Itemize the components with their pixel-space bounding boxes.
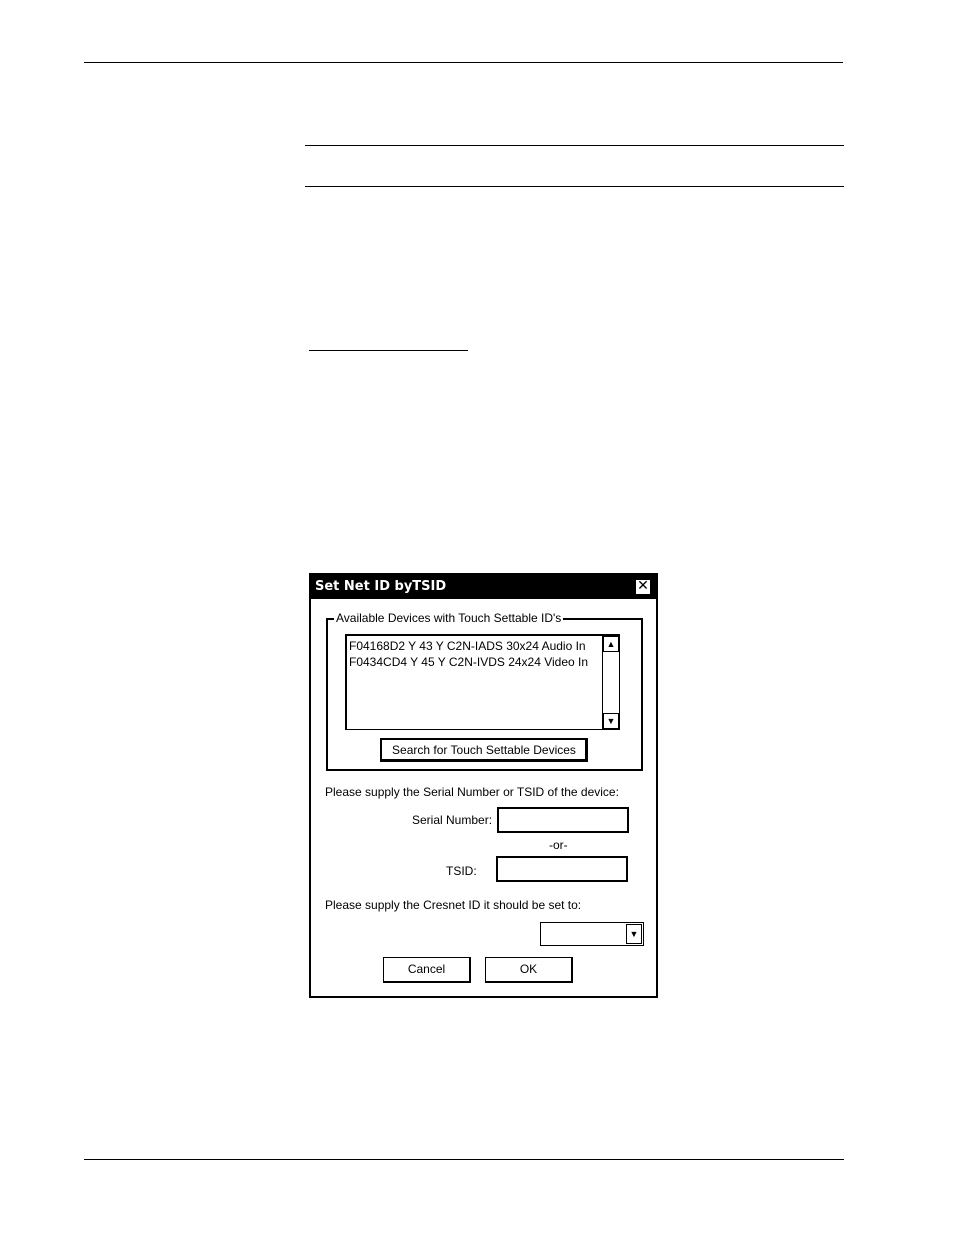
close-icon[interactable]: ✕ [635, 579, 651, 595]
available-devices-group [326, 611, 643, 771]
serial-prompt: Please supply the Serial Number or TSID of the device: [325, 785, 619, 799]
set-net-id-dialog [309, 573, 658, 998]
footer-rule [84, 1159, 844, 1160]
tsid-label: TSID: [446, 864, 477, 878]
ok-button[interactable]: OK [485, 957, 573, 983]
serial-number-input[interactable] [497, 807, 629, 833]
list-item[interactable]: F0434CD4 Y 45 Y C2N-IVDS 24x24 Video In [349, 655, 589, 669]
section-rule-bottom [305, 186, 844, 187]
cresnet-id-select[interactable] [540, 922, 644, 946]
cresnet-prompt: Please supply the Cresnet ID it should be set to: [325, 898, 582, 912]
group-label: Available Devices with Touch Settable ID's [336, 611, 562, 625]
search-devices-button[interactable]: Search for Touch Settable Devices [380, 738, 588, 762]
cancel-button[interactable]: Cancel [383, 957, 471, 983]
list-item[interactable]: F04168D2 Y 43 Y C2N-IADS 30x24 Audio In [349, 639, 586, 653]
tsid-input[interactable] [496, 856, 628, 882]
dialog-titlebar[interactable] [311, 575, 656, 599]
chevron-down-icon[interactable]: ▼ [626, 924, 642, 944]
dialog-title: Set Net ID byTSID [315, 579, 447, 594]
serial-number-label: Serial Number: [412, 813, 493, 827]
devices-listbox[interactable] [345, 634, 620, 730]
header-rule [84, 62, 843, 63]
short-rule [309, 350, 468, 351]
or-label: -or- [549, 838, 568, 852]
device-list [349, 638, 601, 670]
section-rule-top [305, 145, 844, 146]
up-arrow-icon[interactable]: ▲ [603, 636, 619, 652]
listbox-scrollbar[interactable] [602, 636, 619, 729]
down-arrow-icon[interactable]: ▼ [603, 713, 619, 729]
